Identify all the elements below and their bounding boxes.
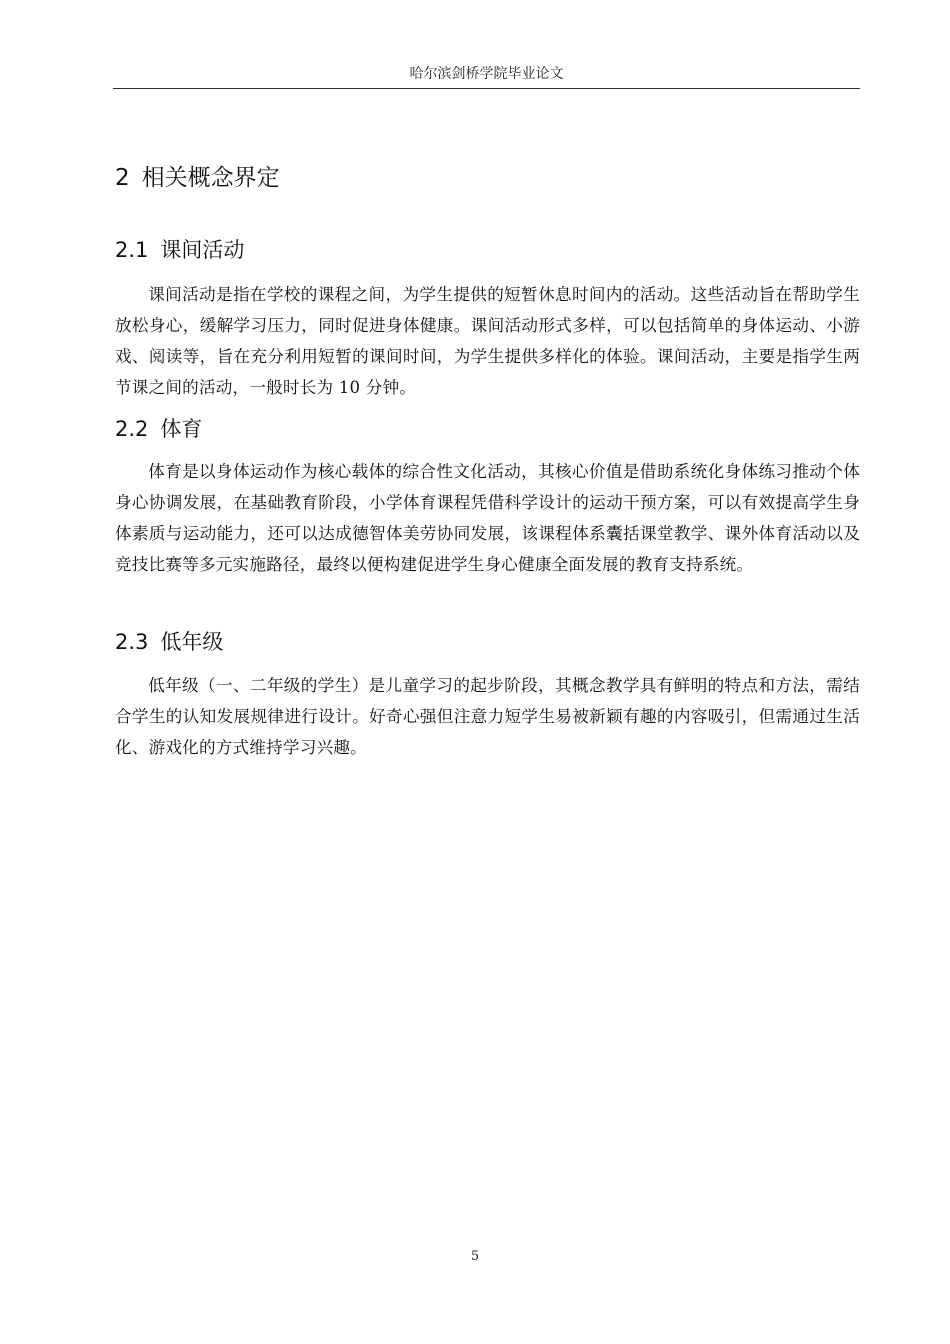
section-number: 2.1 (115, 238, 149, 262)
chapter-title: 相关概念界定 (141, 165, 280, 191)
section-paragraph-2-2: 体育是以身体运动作为核心载体的综合性文化活动，其核心价值是借助系统化身体练习推动个体身心协调发展，在基础教育阶段，小学体育课程凭借科学设计的运动干预方案，可以有效提高学生身体素质与运动能力，还可以达成德智体美劳协同发展，该课程体系囊括课堂教学、课外体育活动以及竞技比赛等多元实施路径，最终以便构建促进学生身心健康全面发展的教育支持系统。 (115, 462, 860, 574)
chapter-heading (115, 162, 280, 194)
section-heading-2-1 (115, 235, 244, 265)
section-number: 2.2 (115, 417, 149, 441)
section-title: 体育 (160, 417, 203, 441)
section-title: 低年级 (160, 630, 224, 654)
section-title: 课间活动 (160, 238, 245, 262)
section-heading-2-2 (115, 414, 202, 444)
section-paragraph-2-1: 课间活动是指在学校的课程之间，为学生提供的短暂休息时间内的活动。这些活动旨在帮助学生放松身心，缓解学习压力，同时促进身体健康。课间活动形式多样，可以包括简单的身体运动、小游戏、阅读等，旨在充分利用短暂的课间时间，为学生提供多样化的体验。课间活动，主要是指学生两节课之间的活动，一般时长为 10 分钟。 (115, 285, 860, 397)
section-number: 2.3 (115, 630, 149, 654)
section-paragraph-2-3: 低年级（一、二年级的学生）是儿童学习的起步阶段，其概念教学具有鲜明的特点和方法，需结合学生的认知发展规律进行设计。好奇心强但注意力短学生易被新颖有趣的内容吸引，但需通过生活化、游戏化的方式维持学习兴趣。 (115, 676, 860, 757)
page-number: 5 (470, 1249, 480, 1264)
section-heading-2-3 (115, 627, 223, 657)
chapter-number: 2 (115, 165, 130, 191)
header-divider (113, 88, 860, 89)
page-header: 哈尔滨剑桥学院毕业论文 (409, 66, 564, 82)
